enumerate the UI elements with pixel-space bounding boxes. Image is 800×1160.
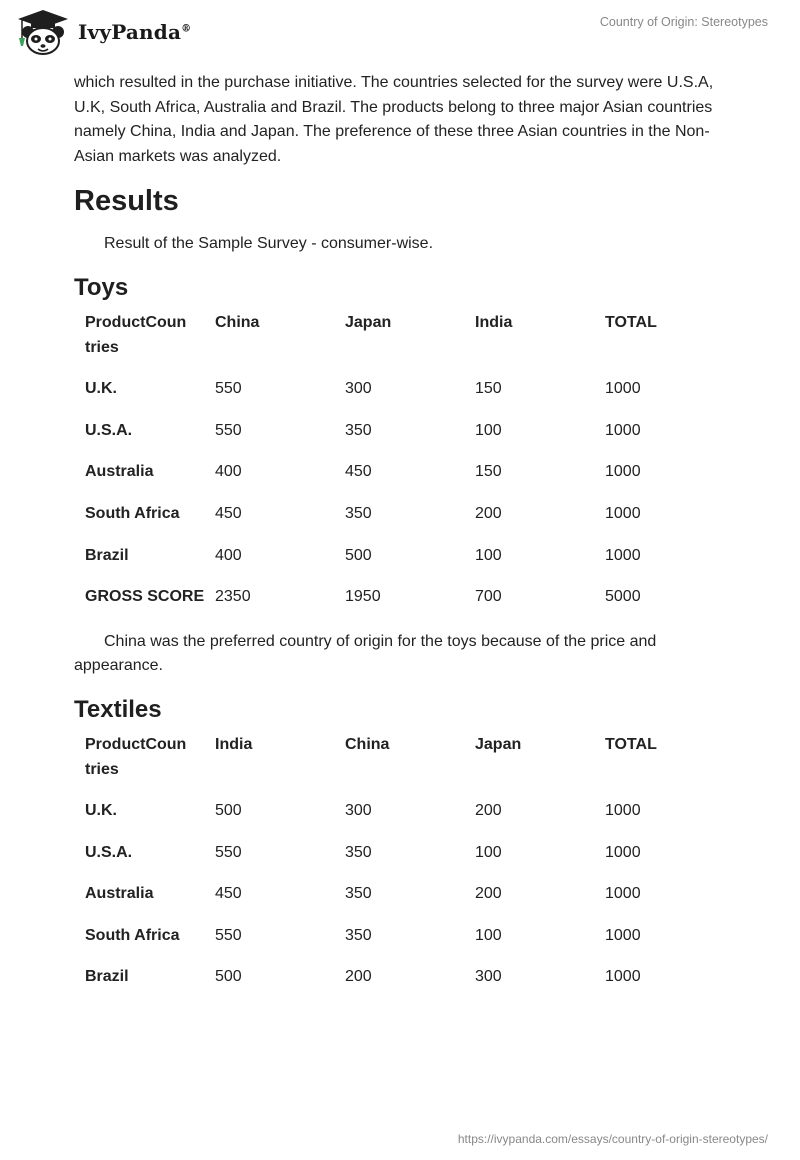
row-label: U.K. bbox=[85, 802, 117, 820]
table-cell: 350 bbox=[345, 843, 372, 861]
table-cell: 1000 bbox=[605, 546, 641, 564]
column-header: China bbox=[345, 735, 390, 753]
intro-paragraph: which resulted in the purchase initiative. The countries selected for the survey were U.S.A, U.K, South Africa, Australia and Brazil. The products belong to three major Asian countries namely China, India and Japan. The preference of these three Asian countries in the Non-Asian markets was analyzed. bbox=[74, 74, 714, 165]
table-cell: 100 bbox=[475, 926, 502, 944]
table-cell: 400 bbox=[215, 546, 242, 564]
table-cell: 1950 bbox=[345, 588, 381, 606]
row-label: U.K. bbox=[85, 380, 117, 398]
toys-note: China was the preferred country of origin for the toys because of the price and appearance. bbox=[74, 632, 657, 675]
table-cell: 550 bbox=[215, 843, 242, 861]
table-cell: 5000 bbox=[605, 588, 641, 606]
table-cell: 300 bbox=[345, 380, 372, 398]
panda-icon bbox=[14, 8, 72, 56]
table-cell: 350 bbox=[345, 421, 372, 439]
table-row bbox=[74, 544, 724, 586]
table-cell: 200 bbox=[345, 968, 372, 986]
table-cell: 550 bbox=[215, 926, 242, 944]
column-header: Japan bbox=[345, 313, 392, 331]
column-header: India bbox=[475, 313, 513, 331]
toys-table bbox=[74, 311, 724, 610]
table-cell: 100 bbox=[475, 843, 502, 861]
row-label: GROSS SCORE bbox=[85, 588, 205, 606]
table-cell: 1000 bbox=[605, 885, 641, 903]
ivypanda-logo[interactable] bbox=[14, 8, 191, 56]
table-cell: 350 bbox=[345, 885, 372, 903]
table-cell: 500 bbox=[345, 546, 372, 564]
table-row bbox=[74, 502, 724, 544]
table-cell: 1000 bbox=[605, 421, 641, 439]
table-cell: 400 bbox=[215, 463, 242, 481]
column-header: TOTAL bbox=[605, 735, 657, 753]
table-cell: 450 bbox=[215, 504, 242, 522]
column-header: China bbox=[215, 313, 260, 331]
table-cell: 550 bbox=[215, 421, 242, 439]
table-cell: 1000 bbox=[605, 968, 641, 986]
row-label: Brazil bbox=[85, 968, 129, 986]
row-label: U.S.A. bbox=[85, 843, 133, 861]
table-row bbox=[74, 377, 724, 419]
table-header-row bbox=[74, 311, 724, 377]
table-row bbox=[74, 460, 724, 502]
row-label: Australia bbox=[85, 463, 154, 481]
table-cell: 350 bbox=[345, 926, 372, 944]
column-header: ProductCoun tries bbox=[85, 735, 187, 778]
row-label: U.S.A. bbox=[85, 421, 133, 439]
table-header-row bbox=[74, 733, 724, 799]
table-row bbox=[74, 924, 724, 966]
row-label: Brazil bbox=[85, 546, 129, 564]
table-row bbox=[74, 965, 724, 990]
table-cell: 1000 bbox=[605, 926, 641, 944]
row-label: Australia bbox=[85, 885, 154, 903]
row-label: South Africa bbox=[85, 504, 180, 522]
table-cell: 2350 bbox=[215, 588, 251, 606]
table-cell: 350 bbox=[345, 504, 372, 522]
toys-heading: Toys bbox=[74, 273, 129, 301]
column-header: India bbox=[215, 735, 253, 753]
table-cell: 700 bbox=[475, 588, 502, 606]
row-label: South Africa bbox=[85, 926, 180, 944]
table-row bbox=[74, 799, 724, 841]
textiles-table bbox=[74, 733, 724, 990]
table-cell: 150 bbox=[475, 380, 502, 398]
results-caption: Result of the Sample Survey - consumer-wise. bbox=[104, 235, 434, 253]
table-cell: 550 bbox=[215, 380, 242, 398]
column-header: Japan bbox=[475, 735, 522, 753]
page-header bbox=[0, 0, 800, 70]
source-url[interactable]: https://ivypanda.com/essays/country-of-origin-stereotypes/ bbox=[457, 1132, 768, 1146]
table-row bbox=[74, 585, 724, 610]
table-cell: 450 bbox=[215, 885, 242, 903]
table-cell: 300 bbox=[475, 968, 502, 986]
column-header: ProductCoun tries bbox=[85, 313, 187, 356]
table-cell: 100 bbox=[475, 421, 502, 439]
table-row bbox=[74, 419, 724, 461]
document-title: Country of Origin: Stereotypes bbox=[599, 15, 768, 29]
article-body bbox=[74, 70, 734, 990]
table-cell: 500 bbox=[215, 968, 242, 986]
table-cell: 200 bbox=[475, 802, 502, 820]
table-cell: 500 bbox=[215, 802, 242, 820]
table-cell: 1000 bbox=[605, 504, 641, 522]
brand-name: IvyPanda® bbox=[78, 20, 192, 44]
table-cell: 450 bbox=[345, 463, 372, 481]
table-cell: 200 bbox=[475, 885, 502, 903]
table-cell: 1000 bbox=[605, 380, 641, 398]
results-heading: Results bbox=[74, 185, 179, 218]
table-cell: 150 bbox=[475, 463, 502, 481]
textiles-heading: Textiles bbox=[74, 695, 162, 723]
table-cell: 300 bbox=[345, 802, 372, 820]
column-header: TOTAL bbox=[605, 313, 657, 331]
table-cell: 200 bbox=[475, 504, 502, 522]
table-row bbox=[74, 841, 724, 883]
table-row bbox=[74, 882, 724, 924]
table-cell: 1000 bbox=[605, 843, 641, 861]
table-cell: 100 bbox=[475, 546, 502, 564]
table-cell: 1000 bbox=[605, 802, 641, 820]
table-cell: 1000 bbox=[605, 463, 641, 481]
